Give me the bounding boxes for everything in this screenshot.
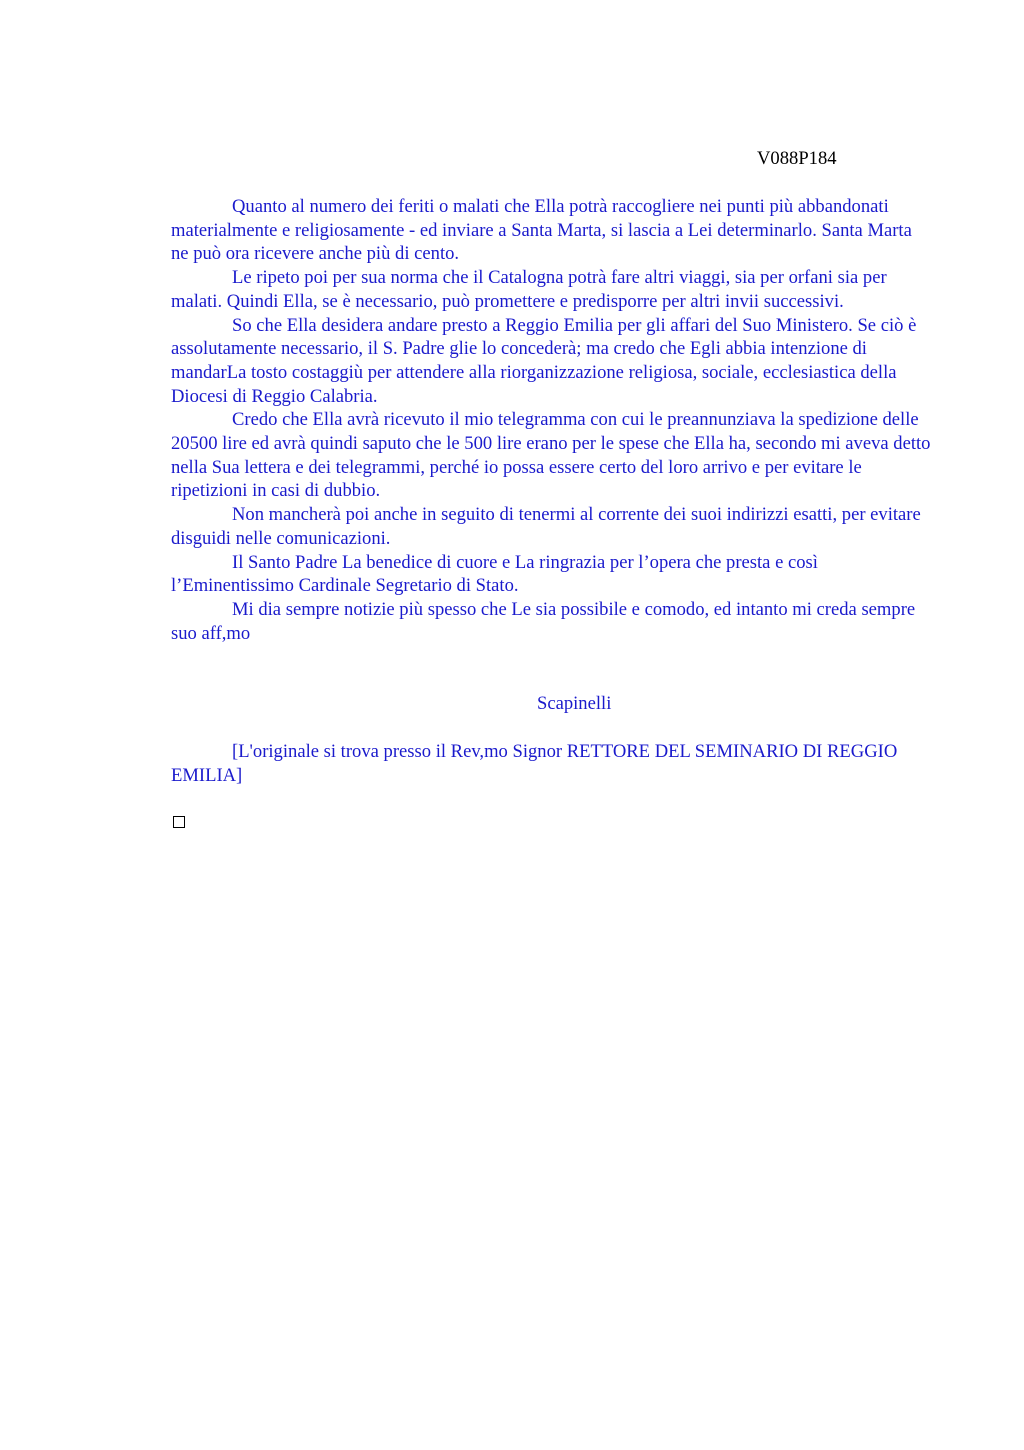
empty-square-icon	[173, 816, 185, 828]
paragraph-addresses: Non mancherà poi anche in seguito di tenermi al corrente dei suoi indirizzi esatti, per evitare disguidi nelle comunicazioni.	[171, 504, 921, 549]
archival-note: [L'originale si trova presso il Rev,mo Signor RETTORE DEL SEMINARIO DI REGGIO EMILIA]	[171, 741, 898, 786]
paragraph-reggio-emilia: So che Ella desidera andare presto a Reggio Emilia per gli affari del Suo Ministero. Se ciò è assolutamente necessario, il S. Padre glie lo concederà; ma credo che Egli abbia intenzione di mandarLa tosto costaggiù per attendere alla riorganizzazione religiosa, sociale, ecclesiastica della Diocesi di Reggio Calabria.	[171, 314, 917, 407]
paragraph-catalogna-trips: Le ripeto poi per sua norma che il Catalogna potrà fare altri viaggi, sia per orfani sia per malati. Quindi Ella, se è necessario, può promettere e predisporre per altri invii successivi.	[171, 267, 887, 312]
document-reference-code: V088P184	[757, 148, 837, 169]
paragraph-blessing: Il Santo Padre La benedice di cuore e La ringrazia per l’opera che presta e così l’Eminentissimo Cardinale Segretario di Stato.	[171, 551, 818, 597]
letter-body	[171, 195, 931, 645]
paragraph-telegram: Credo che Ella avrà ricevuto il mio telegramma con cui le preannunziava la spedizione delle 20500 lire ed avrà quindi saputo che le 500 lire erano per le spese che Ella ha, secondo mi aveva detto nella Sua lettera e dei telegrammi, perché io possa essere certo del loro arrivo e per evitare le ripetizioni in casi di dubbio.	[171, 409, 931, 502]
signature: Scapinelli	[537, 693, 612, 714]
paragraph-wounded-count: Quanto al numero dei feriti o malati che Ella potrà raccogliere nei punti più abbandonati materialmente e religiosamente - ed inviare a Santa Marta, si lascia a Lei determinarlo. Santa Marta ne può ora ricevere anche più di cento.	[171, 196, 912, 265]
paragraph-closing: Mi dia sempre notizie più spesso che Le sia possibile e comodo, ed intanto mi creda sempre suo aff,mo	[171, 598, 916, 644]
